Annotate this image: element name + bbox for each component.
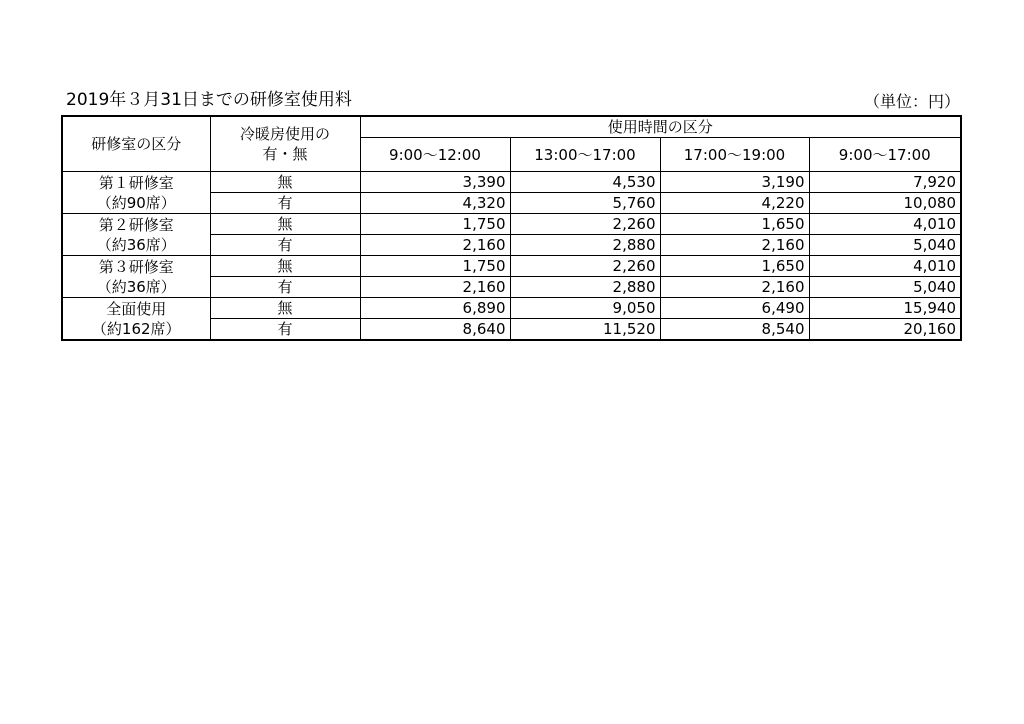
time-header: 9:00～17:00 [809, 138, 961, 172]
ac-header [210, 116, 360, 172]
ac-cell: 無 [210, 256, 360, 277]
table-row [62, 214, 961, 235]
fee-cell: 9,050 [510, 298, 660, 319]
fee-table-body [62, 172, 961, 341]
fee-cell: 2,260 [510, 214, 660, 235]
ac-cell: 有 [210, 235, 360, 256]
fee-cell: 2,880 [510, 235, 660, 256]
ac-cell: 有 [210, 277, 360, 298]
ac-cell: 有 [210, 193, 360, 214]
room-name: 第１研修室 [98, 173, 174, 192]
room-seats: （約90席） [96, 193, 176, 212]
fee-cell: 1,750 [360, 214, 510, 235]
table-row [62, 298, 961, 319]
room-name: 第３研修室 [98, 257, 174, 276]
fee-cell: 3,390 [360, 172, 510, 193]
fee-table-header [62, 116, 961, 172]
ac-cell: 無 [210, 214, 360, 235]
time-group-header: 使用時間の区分 [360, 116, 961, 138]
fee-cell: 1,650 [660, 256, 809, 277]
table-row [62, 256, 961, 277]
fee-cell: 15,940 [809, 298, 961, 319]
room-seats: （約36席） [96, 235, 176, 254]
room-cell [62, 298, 210, 341]
room-name: 全面使用 [106, 299, 167, 318]
fee-cell: 6,890 [360, 298, 510, 319]
room-header: 研修室の区分 [62, 116, 210, 172]
fee-cell: 11,520 [510, 319, 660, 341]
ac-header-line2: 有・無 [262, 145, 308, 163]
fee-cell: 1,750 [360, 256, 510, 277]
ac-cell: 有 [210, 319, 360, 341]
time-header: 9:00～12:00 [360, 138, 510, 172]
table-row [62, 172, 961, 193]
fee-cell: 2,160 [660, 277, 809, 298]
unit-note: （単位：円） [863, 92, 960, 111]
room-seats: （約36席） [96, 277, 176, 296]
fee-cell: 1,650 [660, 214, 809, 235]
fee-cell: 20,160 [809, 319, 961, 341]
fee-cell: 5,040 [809, 235, 961, 256]
fee-cell: 5,040 [809, 277, 961, 298]
ac-cell: 無 [210, 172, 360, 193]
fee-cell: 5,760 [510, 193, 660, 214]
fee-table [61, 115, 962, 341]
fee-cell: 4,530 [510, 172, 660, 193]
time-header: 13:00～17:00 [510, 138, 660, 172]
fee-cell: 8,640 [360, 319, 510, 341]
fee-cell: 3,190 [660, 172, 809, 193]
fee-cell: 2,880 [510, 277, 660, 298]
ac-header-line1: 冷暖房使用の [239, 125, 330, 143]
room-cell [62, 214, 210, 256]
room-cell [62, 256, 210, 298]
fee-cell: 2,160 [360, 277, 510, 298]
document-title: 2019年３月31日までの研修室使用料 [66, 90, 352, 110]
fee-cell: 8,540 [660, 319, 809, 341]
ac-cell: 無 [210, 298, 360, 319]
fee-cell: 4,320 [360, 193, 510, 214]
room-name: 第２研修室 [98, 215, 174, 234]
time-header: 17:00～19:00 [660, 138, 809, 172]
room-cell [62, 172, 210, 214]
fee-cell: 10,080 [809, 193, 961, 214]
fee-cell: 2,260 [510, 256, 660, 277]
fee-cell: 7,920 [809, 172, 961, 193]
fee-cell: 2,160 [660, 235, 809, 256]
fee-cell: 6,490 [660, 298, 809, 319]
fee-cell: 2,160 [360, 235, 510, 256]
room-seats: （約162席） [91, 319, 181, 338]
fee-cell: 4,010 [809, 256, 961, 277]
fee-cell: 4,010 [809, 214, 961, 235]
fee-cell: 4,220 [660, 193, 809, 214]
